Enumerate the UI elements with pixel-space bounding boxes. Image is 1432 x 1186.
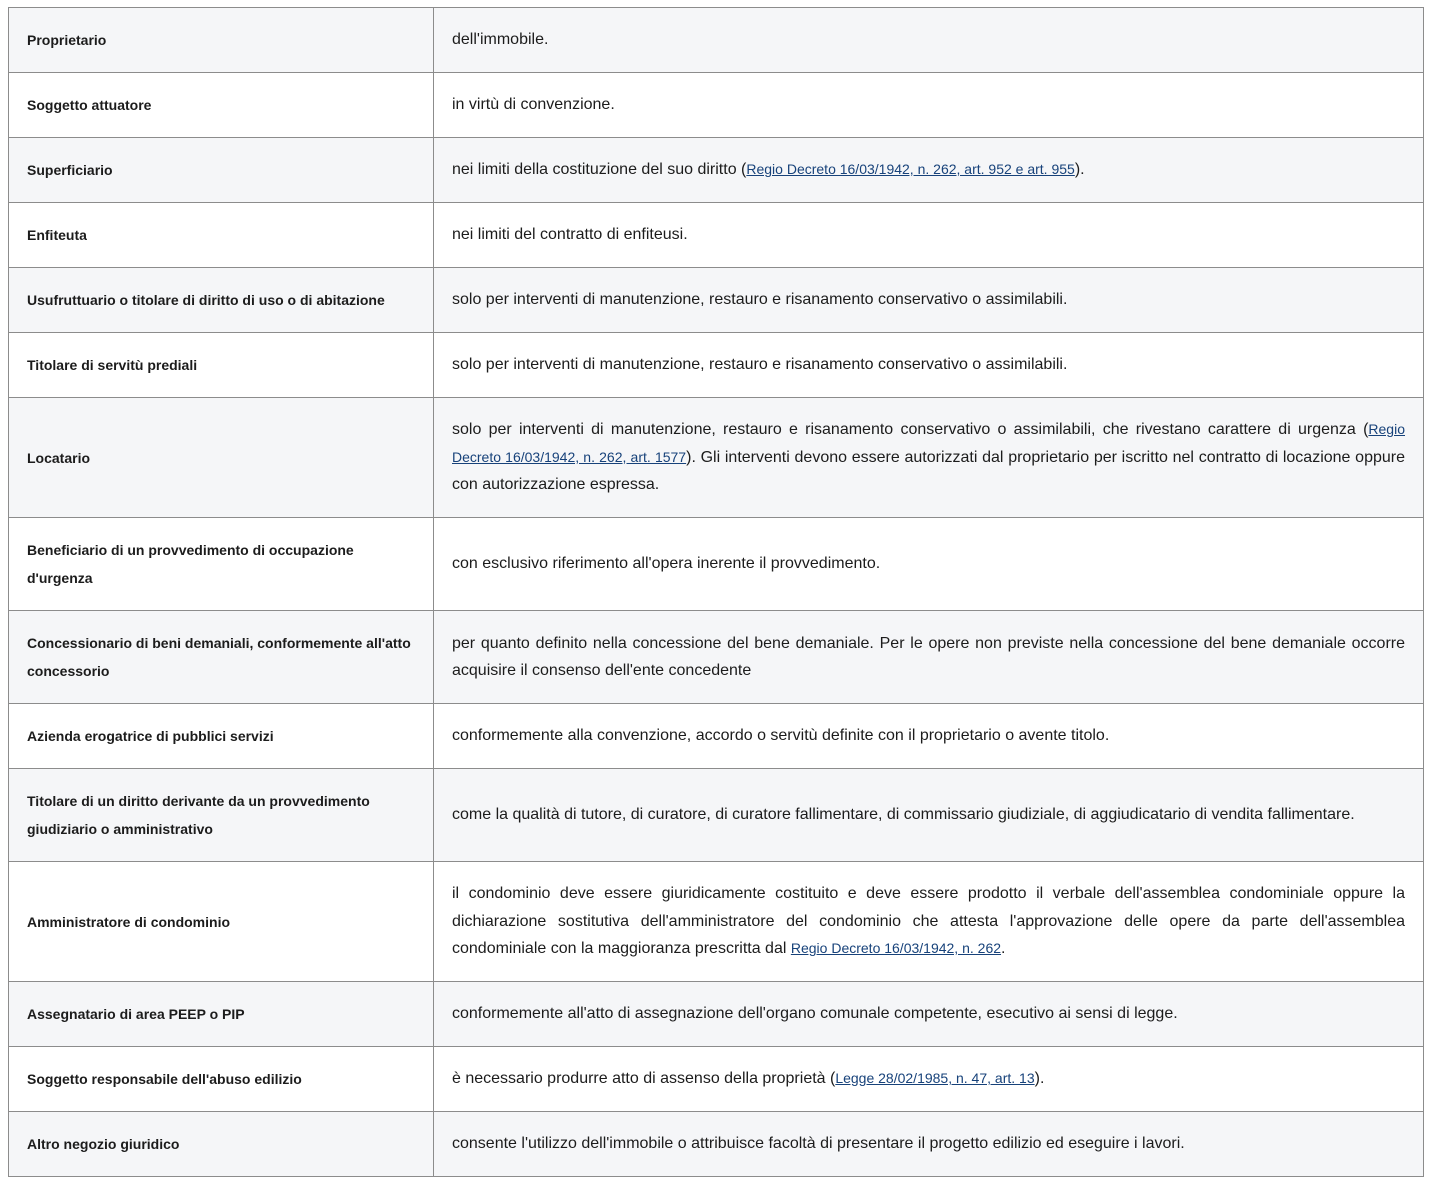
- subject-cell: Usufruttuario o titolare di diritto di uso o di abitazione: [9, 268, 434, 333]
- table-row: [9, 518, 1424, 611]
- subject-cell: Concessionario di beni demaniali, conformemente all'atto concessorio: [9, 611, 434, 704]
- description-cell: [434, 518, 1424, 611]
- description-text: solo per interventi di manutenzione, restauro e risanamento conservativo o assimilabili, che rivestano carattere di urgenza (: [452, 421, 1369, 439]
- description-cell: [434, 73, 1424, 138]
- subject-cell: Enfiteuta: [9, 203, 434, 268]
- description-text: consente l'utilizzo dell'immobile o attribuisce facoltà di presentare il progetto edilizio ed eseguire i lavori.: [452, 1135, 1185, 1153]
- description-text: il condominio deve essere giuridicamente costituito e deve essere prodotto il verbale dell'assemblea condominiale oppure la dichiarazione sostitutiva dell'amministratore del condominio che attesta l'approvazione delle opere da parte dell'assemblea condominiale con la maggioranza prescritta dal: [452, 885, 1405, 958]
- description-cell: [434, 1047, 1424, 1112]
- description-text: per quanto definito nella concessione del bene demaniale. Per le opere non previste nella concessione del bene demaniale occorre acquisire il consenso dell'ente concedente: [452, 634, 1405, 679]
- subject-cell: Azienda erogatrice di pubblici servizi: [9, 704, 434, 769]
- description-cell: [434, 8, 1424, 73]
- law-reference-link[interactable]: Regio Decreto 16/03/1942, n. 262, art. 952 e art. 955: [746, 161, 1075, 178]
- description-cell: [434, 333, 1424, 398]
- table-row: [9, 704, 1424, 769]
- table-row: [9, 611, 1424, 704]
- description-text: nei limiti del contratto di enfiteusi.: [452, 226, 688, 244]
- description-cell: [434, 769, 1424, 862]
- description-cell: [434, 203, 1424, 268]
- table-row: [9, 8, 1424, 73]
- subject-cell: Amministratore di condominio: [9, 862, 434, 982]
- table-row: [9, 982, 1424, 1047]
- table-row: [9, 333, 1424, 398]
- subject-cell: Beneficiario di un provvedimento di occupazione d'urgenza: [9, 518, 434, 611]
- description-text: dell'immobile.: [452, 31, 549, 49]
- subject-cell: Proprietario: [9, 8, 434, 73]
- description-text: con esclusivo riferimento all'opera inerente il provvedimento.: [452, 555, 881, 573]
- subject-cell: Locatario: [9, 398, 434, 518]
- description-text-end: .: [1001, 940, 1006, 958]
- table-row: [9, 1112, 1424, 1177]
- subject-cell: Titolare di servitù prediali: [9, 333, 434, 398]
- table-row: [9, 769, 1424, 862]
- table-row: [9, 398, 1424, 518]
- subject-cell: Soggetto responsabile dell'abuso edilizio: [9, 1047, 434, 1112]
- description-text: conformemente all'atto di assegnazione dell'organo comunale competente, esecutivo ai sensi di legge.: [452, 1005, 1178, 1023]
- description-text: solo per interventi di manutenzione, restauro e risanamento conservativo o assimilabili.: [452, 356, 1068, 374]
- law-reference-link[interactable]: Legge 28/02/1985, n. 47, art. 13: [835, 1070, 1035, 1087]
- description-text: è necessario produrre atto di assenso della proprietà (: [452, 1070, 836, 1088]
- table-row: [9, 268, 1424, 333]
- description-text: nei limiti della costituzione del suo diritto (: [452, 161, 747, 179]
- law-reference-link[interactable]: Regio Decreto 16/03/1942, n. 262: [790, 940, 1002, 957]
- description-text: solo per interventi di manutenzione, restauro e risanamento conservativo o assimilabili.: [452, 291, 1068, 309]
- subject-cell: Assegnatario di area PEEP o PIP: [9, 982, 434, 1047]
- subject-cell: Altro negozio giuridico: [9, 1112, 434, 1177]
- law-reference-link[interactable]: Regio Decreto 16/03/1942, n. 262, art. 1577: [452, 421, 1405, 465]
- description-cell: [434, 398, 1424, 518]
- table-row: [9, 862, 1424, 982]
- description-cell: [434, 982, 1424, 1047]
- description-cell: [434, 268, 1424, 333]
- description-cell: [434, 704, 1424, 769]
- description-text: come la qualità di tutore, di curatore, di curatore fallimentare, di commissario giudiziale, di aggiudicatario di vendita fallimentare.: [452, 806, 1355, 824]
- description-cell: [434, 862, 1424, 982]
- description-text-end: ).: [1074, 161, 1085, 179]
- subjects-table: [8, 7, 1424, 1177]
- subject-cell: Soggetto attuatore: [9, 73, 434, 138]
- table-row: [9, 1047, 1424, 1112]
- description-text-end: ).: [1034, 1070, 1045, 1088]
- subject-cell: Superficiario: [9, 138, 434, 203]
- table-row: [9, 138, 1424, 203]
- subject-cell: Titolare di un diritto derivante da un provvedimento giudiziario o amministrativo: [9, 769, 434, 862]
- description-text-end: ). Gli interventi devono essere autorizzati dal proprietario per iscritto nel contratto di locazione oppure con autorizzazione espressa.: [452, 448, 1405, 494]
- description-cell: [434, 1112, 1424, 1177]
- description-text: conformemente alla convenzione, accordo o servitù definite con il proprietario o avente titolo.: [452, 727, 1110, 745]
- description-cell: [434, 138, 1424, 203]
- table-row: [9, 203, 1424, 268]
- description-cell: [434, 611, 1424, 704]
- table-row: [9, 73, 1424, 138]
- description-text: in virtù di convenzione.: [452, 96, 615, 114]
